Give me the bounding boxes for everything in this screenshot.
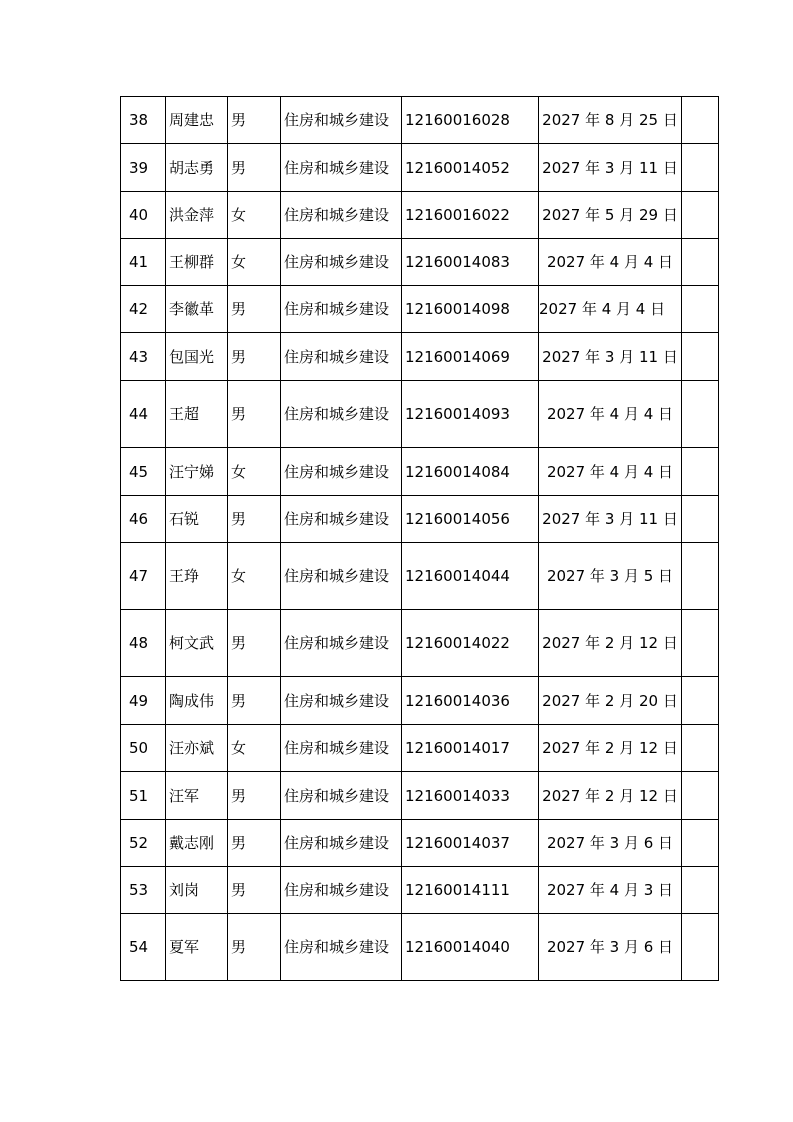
row-number: 40 — [121, 192, 166, 239]
certificate-number: 12160014044 — [402, 543, 539, 610]
person-gender: 男 — [228, 144, 281, 192]
major-field: 住房和城乡建设 — [281, 496, 402, 543]
row-number: 43 — [121, 333, 166, 381]
certificate-number: 12160014083 — [402, 239, 539, 286]
person-gender: 女 — [228, 543, 281, 610]
major-field: 住房和城乡建设 — [281, 192, 402, 239]
remark-cell — [682, 867, 719, 914]
person-gender: 男 — [228, 496, 281, 543]
table-row — [121, 333, 719, 381]
certificate-number: 12160014017 — [402, 725, 539, 772]
major-field: 住房和城乡建设 — [281, 867, 402, 914]
expiry-date: 2027 年 4 月 3 日 — [539, 867, 682, 914]
row-number: 41 — [121, 239, 166, 286]
remark-cell — [682, 677, 719, 725]
certificate-number: 12160014056 — [402, 496, 539, 543]
row-number: 46 — [121, 496, 166, 543]
remark-cell — [682, 144, 719, 192]
row-number: 42 — [121, 286, 166, 333]
remark-cell — [682, 725, 719, 772]
major-field: 住房和城乡建设 — [281, 914, 402, 981]
row-number: 54 — [121, 914, 166, 981]
person-gender: 女 — [228, 448, 281, 496]
table-row — [121, 97, 719, 144]
person-gender: 男 — [228, 286, 281, 333]
remark-cell — [682, 448, 719, 496]
certificate-number: 12160014098 — [402, 286, 539, 333]
remark-cell — [682, 381, 719, 448]
roster-body — [121, 97, 719, 981]
remark-cell — [682, 239, 719, 286]
major-field: 住房和城乡建设 — [281, 543, 402, 610]
row-number: 50 — [121, 725, 166, 772]
row-number: 53 — [121, 867, 166, 914]
row-number: 45 — [121, 448, 166, 496]
remark-cell — [682, 97, 719, 144]
certificate-number: 12160014037 — [402, 820, 539, 867]
table-row — [121, 677, 719, 725]
person-name: 王琤 — [166, 543, 228, 610]
expiry-date: 2027 年 3 月 6 日 — [539, 914, 682, 981]
expiry-date: 2027 年 3 月 11 日 — [539, 333, 682, 381]
certificate-number: 12160014022 — [402, 610, 539, 677]
person-gender: 男 — [228, 333, 281, 381]
person-name: 石锐 — [166, 496, 228, 543]
expiry-date: 2027 年 3 月 11 日 — [539, 144, 682, 192]
person-name: 王超 — [166, 381, 228, 448]
person-gender: 男 — [228, 772, 281, 820]
person-name: 胡志勇 — [166, 144, 228, 192]
major-field: 住房和城乡建设 — [281, 677, 402, 725]
row-number: 38 — [121, 97, 166, 144]
row-number: 47 — [121, 543, 166, 610]
expiry-date: 2027 年 2 月 12 日 — [539, 725, 682, 772]
person-gender: 男 — [228, 820, 281, 867]
major-field: 住房和城乡建设 — [281, 725, 402, 772]
row-number: 49 — [121, 677, 166, 725]
person-gender: 女 — [228, 725, 281, 772]
table-row — [121, 772, 719, 820]
table-row — [121, 496, 719, 543]
person-gender: 男 — [228, 867, 281, 914]
person-gender: 男 — [228, 677, 281, 725]
person-name: 夏军 — [166, 914, 228, 981]
expiry-date: 2027 年 4 月 4 日 — [539, 286, 682, 333]
person-name: 李徽革 — [166, 286, 228, 333]
certificate-number: 12160014040 — [402, 914, 539, 981]
certificate-number: 12160014033 — [402, 772, 539, 820]
row-number: 48 — [121, 610, 166, 677]
remark-cell — [682, 496, 719, 543]
remark-cell — [682, 772, 719, 820]
certificate-number: 12160014093 — [402, 381, 539, 448]
remark-cell — [682, 914, 719, 981]
major-field: 住房和城乡建设 — [281, 820, 402, 867]
table-row — [121, 543, 719, 610]
expiry-date: 2027 年 2 月 20 日 — [539, 677, 682, 725]
row-number: 44 — [121, 381, 166, 448]
table-row — [121, 448, 719, 496]
expiry-date: 2027 年 8 月 25 日 — [539, 97, 682, 144]
remark-cell — [682, 610, 719, 677]
table-row — [121, 867, 719, 914]
person-name: 周建忠 — [166, 97, 228, 144]
person-name: 戴志刚 — [166, 820, 228, 867]
remark-cell — [682, 286, 719, 333]
person-gender: 男 — [228, 914, 281, 981]
person-gender: 男 — [228, 381, 281, 448]
expiry-date: 2027 年 4 月 4 日 — [539, 239, 682, 286]
table-row — [121, 381, 719, 448]
expiry-date: 2027 年 3 月 6 日 — [539, 820, 682, 867]
person-name: 刘岗 — [166, 867, 228, 914]
certificate-number: 12160014084 — [402, 448, 539, 496]
expiry-date: 2027 年 3 月 11 日 — [539, 496, 682, 543]
major-field: 住房和城乡建设 — [281, 333, 402, 381]
person-gender: 女 — [228, 239, 281, 286]
remark-cell — [682, 192, 719, 239]
table-row — [121, 610, 719, 677]
certificate-number: 12160014069 — [402, 333, 539, 381]
major-field: 住房和城乡建设 — [281, 772, 402, 820]
major-field: 住房和城乡建设 — [281, 610, 402, 677]
table-row — [121, 820, 719, 867]
row-number: 39 — [121, 144, 166, 192]
roster-table — [120, 96, 719, 981]
table-row — [121, 725, 719, 772]
person-gender: 男 — [228, 97, 281, 144]
major-field: 住房和城乡建设 — [281, 97, 402, 144]
expiry-date: 2027 年 2 月 12 日 — [539, 772, 682, 820]
expiry-date: 2027 年 5 月 29 日 — [539, 192, 682, 239]
person-name: 洪金萍 — [166, 192, 228, 239]
expiry-date: 2027 年 3 月 5 日 — [539, 543, 682, 610]
certificate-number: 12160014052 — [402, 144, 539, 192]
remark-cell — [682, 820, 719, 867]
major-field: 住房和城乡建设 — [281, 286, 402, 333]
certificate-number: 12160016028 — [402, 97, 539, 144]
expiry-date: 2027 年 2 月 12 日 — [539, 610, 682, 677]
person-name: 包国光 — [166, 333, 228, 381]
certificate-number: 12160016022 — [402, 192, 539, 239]
remark-cell — [682, 543, 719, 610]
table-row — [121, 914, 719, 981]
major-field: 住房和城乡建设 — [281, 239, 402, 286]
person-gender: 男 — [228, 610, 281, 677]
expiry-date: 2027 年 4 月 4 日 — [539, 381, 682, 448]
major-field: 住房和城乡建设 — [281, 448, 402, 496]
person-name: 王柳群 — [166, 239, 228, 286]
remark-cell — [682, 333, 719, 381]
table-row — [121, 286, 719, 333]
table-row — [121, 144, 719, 192]
person-name: 柯文武 — [166, 610, 228, 677]
person-name: 汪宁娣 — [166, 448, 228, 496]
person-gender: 女 — [228, 192, 281, 239]
person-name: 陶成伟 — [166, 677, 228, 725]
person-name: 汪亦斌 — [166, 725, 228, 772]
row-number: 52 — [121, 820, 166, 867]
major-field: 住房和城乡建设 — [281, 144, 402, 192]
expiry-date: 2027 年 4 月 4 日 — [539, 448, 682, 496]
certificate-number: 12160014111 — [402, 867, 539, 914]
table-row — [121, 239, 719, 286]
certificate-number: 12160014036 — [402, 677, 539, 725]
table-row — [121, 192, 719, 239]
person-name: 汪军 — [166, 772, 228, 820]
major-field: 住房和城乡建设 — [281, 381, 402, 448]
row-number: 51 — [121, 772, 166, 820]
